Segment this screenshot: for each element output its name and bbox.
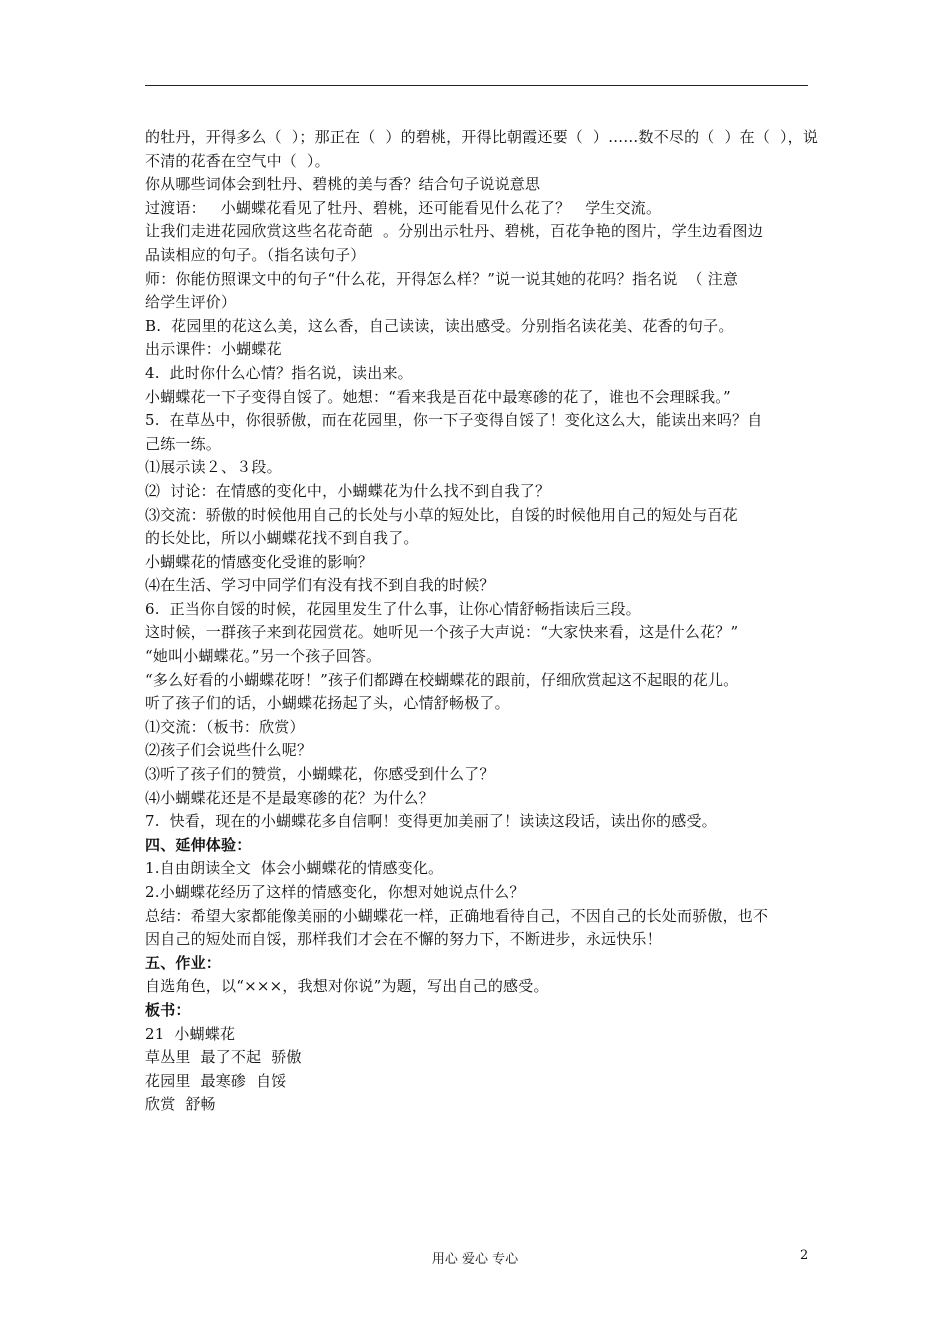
text-line: 让我们走进花园欣赏这些名花奇葩 。分别出示牡丹、碧桃，百花争艳的图片，学生边看图边	[145, 222, 763, 241]
text-line: ⑷小蝴蝶花还是不是最寒碜的花？为什么？	[145, 788, 434, 807]
text-line: ⑵孩子们会说些什么呢？	[145, 741, 313, 760]
text-line: “她叫小蝴蝶花。”另一个孩子回答。	[145, 647, 382, 666]
text-line: ⑷在生活、学习中同学们有没有找不到自我的时候？	[145, 576, 495, 595]
text-line: 5. 在草丛中，你很骄傲，而在花园里，你一下子变得自馁了！变化这么大，能读出来吗？自	[145, 411, 763, 430]
text-line: 给学生评价）	[145, 293, 237, 312]
text-line: 出示课件：小蝴蝶花	[145, 340, 282, 359]
section-heading: 四、延伸体验：	[145, 835, 252, 854]
section-heading: 五、作业：	[145, 953, 222, 972]
section-heading: 板书：	[145, 1000, 191, 1019]
text-line: ⑶听了孩子们的赞赏，小蝴蝶花，你感受到什么了？	[145, 765, 495, 784]
text-line: 这时候，一群孩子来到花园赏花。她听见一个孩子大声说：“大家快来看，这是什么花？”	[145, 623, 739, 642]
text-line: 的牡丹，开得多么（ ）；那正在（ ）的碧桃，开得比朝霞还要（ ）……数不尽的（ ）在（ ），说	[145, 128, 819, 146]
text-line: 欣赏 舒畅	[145, 1095, 216, 1114]
text-line: 6. 正当你自馁的时候，花园里发生了什么事，让你心情舒畅指读后三段。	[145, 599, 641, 618]
text-line: 过渡语： 小蝴蝶花看见了牡丹、碧桃，还可能看见什么花了？ 学生交流。	[145, 198, 662, 217]
header-rule	[145, 85, 808, 86]
text-line: ⑶交流：骄傲的时候他用自己的长处与小草的短处比，自馁的时候他用自己的短处与百花	[145, 505, 738, 524]
text-line: “多么好看的小蝴蝶花呀！”孩子们都蹲在校蝴蝶花的跟前，仔细欣赏起这不起眼的花儿。	[145, 670, 739, 689]
text-line: ⑵ 讨论：在情感的变化中，小蝴蝶花为什么找不到自我了？	[145, 481, 551, 500]
text-line: 小蝴蝶花一下子变得自馁了。她想：“看来我是百花中最寒碜的花了，谁也不会理睬我。”	[145, 387, 731, 406]
text-line: 小蝴蝶花的情感变化受谁的影响？	[145, 552, 374, 571]
text-line: 因自己的短处而自馁，那样我们才会在不懈的努力下，不断进步，永远快乐！	[145, 930, 662, 949]
text-line: 的长处比，所以小蝴蝶花找不到自我了。	[145, 529, 419, 548]
text-line: 4. 此时你什么心情？指名说，读出来。	[145, 363, 413, 382]
text-line: 你从哪些词体会到牡丹、碧桃的美与香？结合句子说说意思	[145, 175, 541, 194]
text-line: 总结：希望大家都能像美丽的小蝴蝶花一样，正确地看待自己，不因自己的长处而骄傲，也不	[145, 906, 769, 925]
document-body	[145, 126, 819, 1117]
text-line: 花园里 最寒碜 自馁	[145, 1071, 287, 1090]
text-line: 师：你能仿照课文中的句子“什么花，开得怎么样？”说一说其她的花吗？指名说 （ 注意	[145, 269, 739, 288]
page-number: 2	[800, 1248, 809, 1263]
text-line: 7. 快看，现在的小蝴蝶花多自信啊！变得更加美丽了！读读这段话，读出你的感受。	[145, 812, 717, 831]
text-line: 品读相应的句子。（指名读句子）	[145, 245, 366, 264]
text-line: 听了孩子们的话，小蝴蝶花扬起了头，心情舒畅极了。	[145, 694, 510, 713]
text-line: ⑴交流：（板书：欣赏）	[145, 717, 305, 736]
page-footer	[0, 1248, 950, 1270]
text-line: 21 小蝴蝶花	[145, 1024, 236, 1043]
text-line: 不清的花香在空气中（ ）。	[145, 151, 330, 170]
text-line: 草丛里 最了不起 骄傲	[145, 1048, 302, 1067]
footer-motto: 用心 爱心 专心	[431, 1252, 519, 1267]
text-line: 自选角色，以“×××，我想对你说”为题，写出自己的感受。	[145, 977, 549, 996]
text-line: ⑴展示读２、３段。	[145, 458, 282, 477]
text-line: 己练一练。	[145, 434, 222, 453]
text-line: 2.小蝴蝶花经历了这样的情感变化，你想对她说点什么？	[145, 883, 525, 901]
text-line: B. 花园里的花这么美，这么香，自己读读，读出感受。分别指名读花美、花香的句子。	[145, 316, 734, 335]
text-line: 1.自由朗读全文 体会小蝴蝶花的情感变化。	[145, 859, 444, 878]
